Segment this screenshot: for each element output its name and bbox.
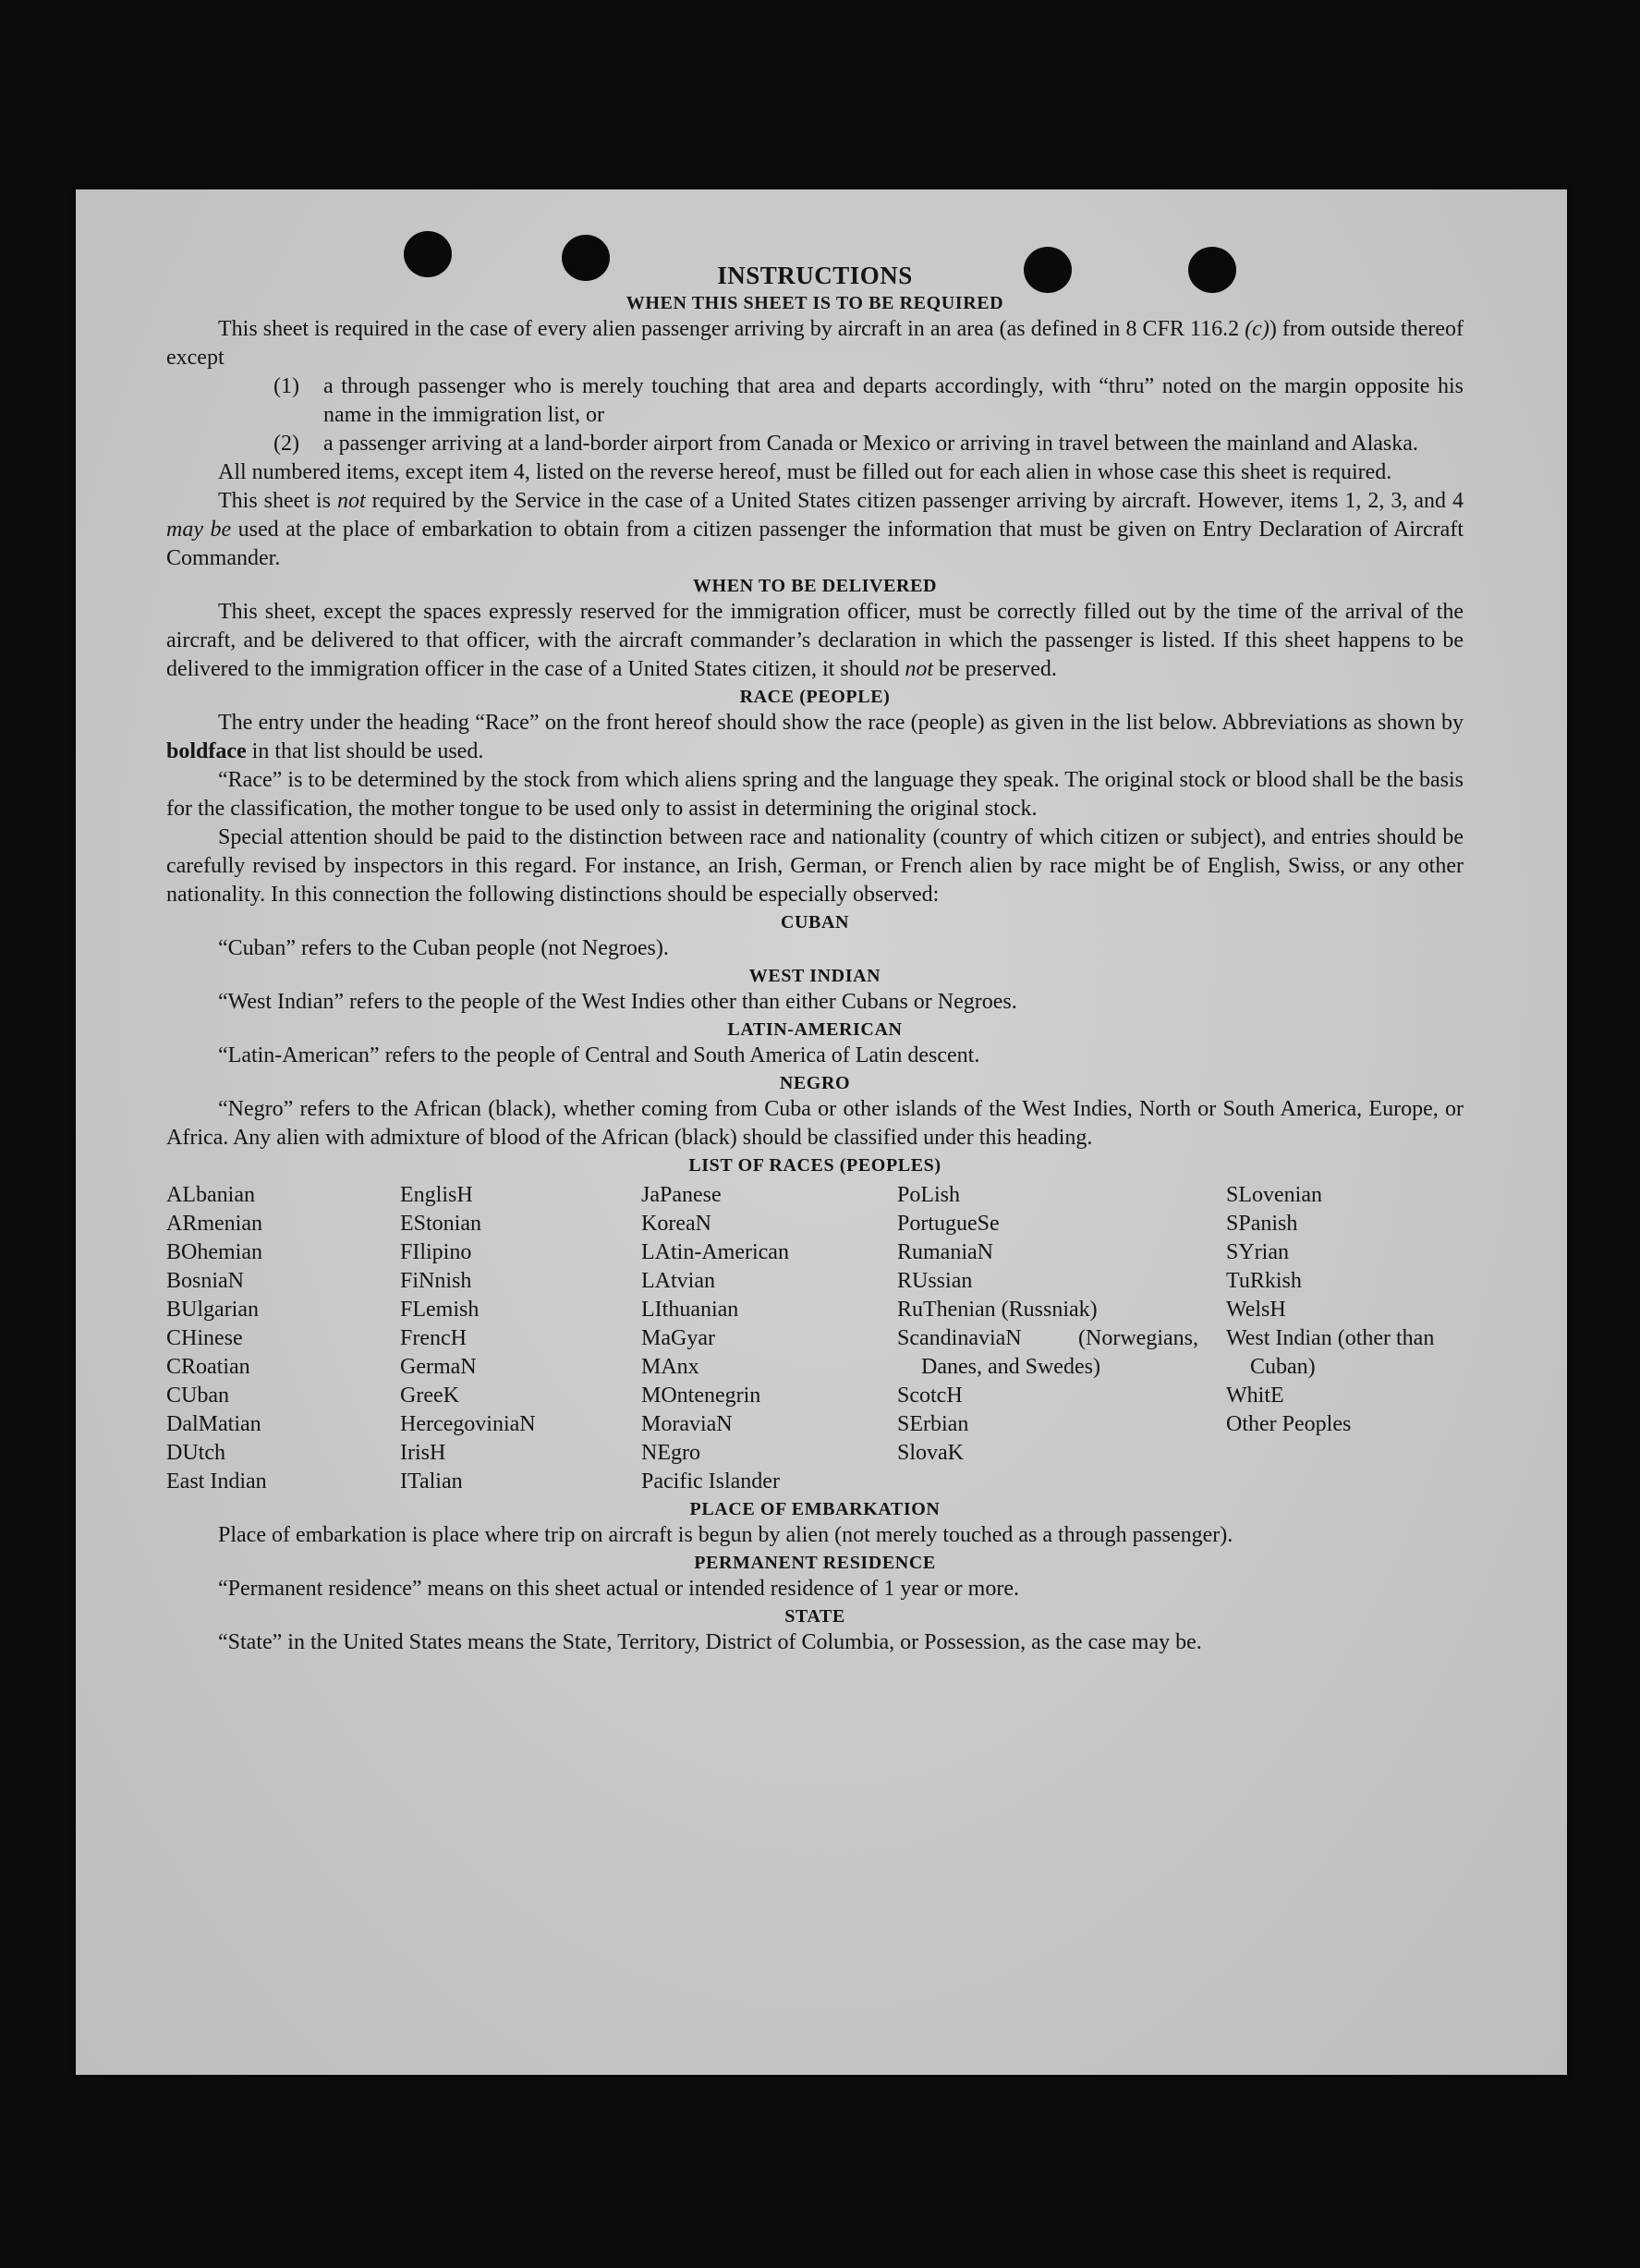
- instructions-body: [166, 261, 1464, 1657]
- text-run: be preserved.: [933, 657, 1057, 682]
- race-entry: WhitE: [1226, 1384, 1284, 1408]
- race-entry: FLemish: [400, 1298, 480, 1323]
- item-text: a through passenger who is merely touching that area and departs accordingly, with “thru” noted on the margin opposite his name in the immigration list, or: [323, 374, 1464, 428]
- heading-list-of-races: LIST OF RACES (PEOPLES): [688, 1155, 941, 1177]
- race-entry: PortugueSe: [897, 1212, 1000, 1237]
- west-indian-text: “West Indian” refers to the people of the West Indies other than either Cubans or Negroes.: [218, 990, 1017, 1015]
- text-run: used at the place of embarkation to obtain from a citizen passenger the information that must be given on Entry Declaration of Aircraft Commander.: [166, 518, 1464, 571]
- when-delivered-text: [166, 598, 1464, 684]
- race-entry: LAtin-American: [641, 1240, 789, 1265]
- race-entry: MAnx: [641, 1355, 699, 1380]
- text-run: This sheet, except the spaces expressly reserved for the immigration officer, must be correctly filled out by the time of the arrival of the aircraft, and be delivered to that officer, with the aircraft commander’s declaration in which the passenger is listed. If this sheet happens to be delivered to the immigration officer in the case of a United States citizen, it should: [166, 600, 1464, 682]
- race-entry: ALbanian: [166, 1183, 255, 1208]
- race-column: [166, 1181, 400, 1496]
- text-run: (c): [1245, 317, 1269, 342]
- text-run: This sheet is: [218, 489, 337, 514]
- race-entry: RUssian: [897, 1269, 973, 1294]
- heading-cuban: CUBAN: [780, 912, 850, 933]
- race-para2: “Race” is to be determined by the stock from which aliens spring and the language they speak. The original stock or blood shall be the basis for the classification, the mother tongue to be used only to assist in determining the original stock.: [166, 768, 1464, 822]
- heading-permanent-residence: PERMANENT RESIDENCE: [694, 1553, 936, 1574]
- permanent-residence-text: “Permanent residence” means on this sheet actual or intended residence of 1 year or more.: [218, 1577, 1019, 1602]
- race-entry: West Indian (other than Cuban): [1226, 1326, 1435, 1380]
- race-entry: SLovenian: [1226, 1183, 1322, 1208]
- race-entry: IrisH: [400, 1441, 446, 1466]
- exception-item: [166, 430, 1464, 458]
- race-column: [641, 1181, 897, 1496]
- text-run: in that list should be used.: [246, 739, 484, 764]
- text-run: required by the Service in the case of a United States citizen passenger arriving by aircraft. However, items 1, 2, 3, and 4: [365, 489, 1464, 514]
- race-entry: East Indian: [166, 1469, 267, 1494]
- race-entry: Pacific Islander: [641, 1469, 780, 1494]
- race-entry: Other Peoples: [1226, 1412, 1352, 1437]
- state-text: “State” in the United States means the State, Territory, District of Columbia, or Possession, as the case may be.: [218, 1630, 1202, 1655]
- race-para1: [166, 709, 1464, 766]
- text-run: This sheet is required in the case of every alien passenger arriving by aircraft in an area (as defined in 8 CFR 116.2: [218, 317, 1245, 342]
- race-entry: ScotcH: [897, 1384, 963, 1408]
- race-column: [897, 1181, 1226, 1496]
- race-entry: FrencH: [400, 1326, 467, 1351]
- place-of-embarkation-text: Place of embarkation is place where trip on aircraft is begun by alien (not merely touched as a through passenger).: [218, 1523, 1233, 1548]
- page-title: INSTRUCTIONS: [717, 262, 913, 289]
- item-number: (2): [273, 432, 299, 457]
- race-entry: WelsH: [1226, 1298, 1286, 1323]
- race-para3: Special attention should be paid to the distinction between race and nationality (country of which citizen or subject), and entries should be carefully revised by inspectors in this regard. For instance, an Irish, German, or French alien by race might be of English, Swiss, or any other nationality. In this connection the following distinctions should be especially observed:: [166, 825, 1464, 908]
- heading-when-required: WHEN THIS SHEET IS TO BE REQUIRED: [626, 293, 1004, 314]
- race-entry: DalMatian: [166, 1412, 261, 1437]
- race-entry: LIthuanian: [641, 1298, 739, 1323]
- race-entry: NEgro: [641, 1441, 700, 1466]
- race-entry: GreeK: [400, 1384, 459, 1408]
- heading-when-delivered: WHEN TO BE DELIVERED: [692, 576, 938, 597]
- when-required-para2: All numbered items, except item 4, listed on the reverse hereof, must be filled out for each alien in whose case this sheet is required.: [218, 460, 1392, 485]
- race-entry: SYrian: [1226, 1240, 1289, 1265]
- race-entry: TuRkish: [1226, 1269, 1302, 1294]
- heading-latin-american: LATIN-AMERICAN: [727, 1019, 903, 1041]
- race-list: [166, 1181, 1464, 1496]
- race-entry: HercegoviniaN: [400, 1412, 536, 1437]
- race-entry: MOntenegrin: [641, 1384, 761, 1408]
- race-entry: CUban: [166, 1384, 229, 1408]
- heading-state: STATE: [784, 1606, 845, 1628]
- race-entry: SlovaK: [897, 1441, 964, 1466]
- race-entry: PoLish: [897, 1183, 961, 1208]
- race-entry: FIlipino: [400, 1240, 472, 1265]
- exception-item: [166, 372, 1464, 430]
- race-entry: JaPanese: [641, 1183, 722, 1208]
- text-run: The entry under the heading “Race” on the front hereof should show the race (people) as given in the list below. Abbreviations as shown by: [218, 711, 1464, 736]
- text-run: ) from outside thereof except: [166, 317, 1464, 371]
- race-entry: CRoatian: [166, 1355, 250, 1380]
- race-column: [1226, 1181, 1464, 1496]
- race-entry: FiNnish: [400, 1269, 472, 1294]
- text-run: boldface: [166, 739, 247, 764]
- race-entry: CHinese: [166, 1326, 243, 1351]
- race-entry: GermaN: [400, 1355, 477, 1380]
- race-entry: ScandinaviaN (Norwegians, Danes, and Swedes): [897, 1326, 1198, 1380]
- race-entry: BUlgarian: [166, 1298, 259, 1323]
- race-entry: MoraviaN: [641, 1412, 733, 1437]
- race-entry: MaGyar: [641, 1326, 715, 1351]
- race-entry: BosniaN: [166, 1269, 244, 1294]
- latin-american-text: “Latin-American” refers to the people of Central and South America of Latin descent.: [218, 1043, 980, 1068]
- heading-negro: NEGRO: [779, 1073, 851, 1094]
- document-sheet: [76, 189, 1567, 2075]
- when-required-intro: [166, 315, 1464, 372]
- race-entry: SErbian: [897, 1412, 969, 1437]
- text-run: not: [337, 489, 366, 514]
- when-required-para3: [166, 487, 1464, 573]
- cuban-text: “Cuban” refers to the Cuban people (not Negroes).: [218, 936, 669, 961]
- race-entry: ITalian: [400, 1469, 463, 1494]
- heading-place-of-embarkation: PLACE OF EMBARKATION: [689, 1499, 941, 1520]
- race-entry: BOhemian: [166, 1240, 262, 1265]
- item-text: a passenger arriving at a land-border airport from Canada or Mexico or arriving in travel between the mainland and Alaska.: [323, 432, 1418, 457]
- text-run: may be: [166, 518, 232, 543]
- race-entry: ARmenian: [166, 1212, 262, 1237]
- race-entry: DUtch: [166, 1441, 225, 1466]
- race-entry: LAtvian: [641, 1269, 715, 1294]
- item-number: (1): [273, 374, 299, 399]
- race-entry: RuThenian (Russniak): [897, 1298, 1098, 1323]
- race-entry: EStonian: [400, 1212, 481, 1237]
- race-entry: SPanish: [1226, 1212, 1298, 1237]
- race-entry: KoreaN: [641, 1212, 711, 1237]
- race-column: [400, 1181, 641, 1496]
- heading-west-indian: WEST INDIAN: [748, 966, 881, 987]
- race-entry: RumaniaN: [897, 1240, 993, 1265]
- negro-text: “Negro” refers to the African (black), whether coming from Cuba or other islands of the West Indies, North or South America, Europe, or Africa. Any alien with admixture of blood of the African (black) should be classified under this heading.: [166, 1097, 1464, 1151]
- text-run: not: [905, 657, 933, 682]
- heading-race: RACE (PEOPLE): [739, 687, 891, 708]
- race-entry: EnglisH: [400, 1183, 473, 1208]
